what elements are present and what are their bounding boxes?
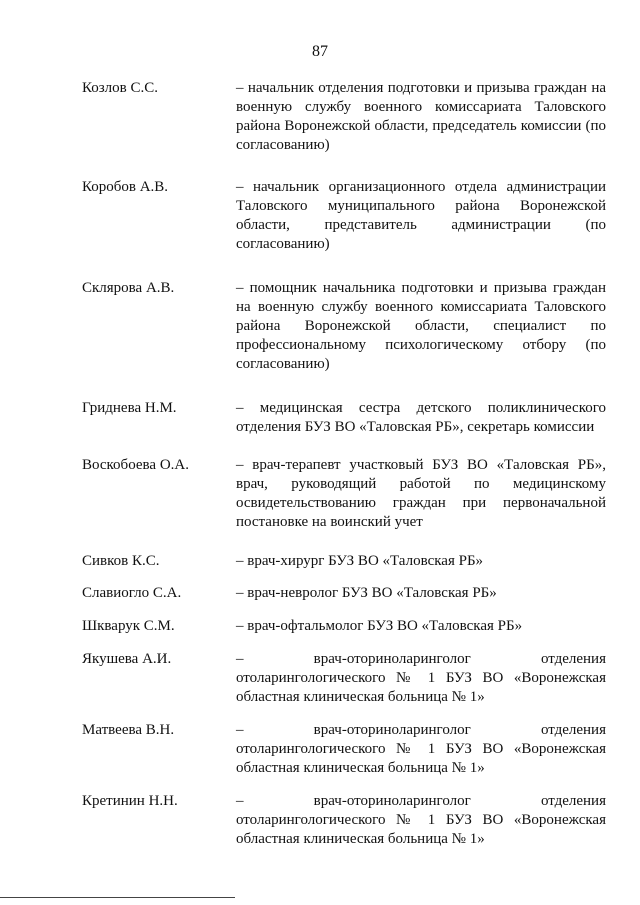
member-row xyxy=(82,650,606,707)
member-row xyxy=(82,178,606,254)
member-name: Склярова А.В. xyxy=(82,280,175,296)
member-row xyxy=(82,279,606,374)
member-name: Воскобоева О.А. xyxy=(82,457,189,473)
member-role: – врач-офтальмолог БУЗ ВО «Таловская РБ» xyxy=(236,618,523,634)
member-role: – врач-оториноларинголог отделения отоларингологического № 1 БУЗ ВО «Воронежская областная клиническая больница № 1» xyxy=(236,722,606,776)
member-row xyxy=(82,584,606,603)
member-row xyxy=(82,792,606,849)
bottom-rule xyxy=(0,897,235,898)
member-name: Сивков К.С. xyxy=(82,553,160,569)
member-name: Коробов А.В. xyxy=(82,179,169,195)
member-name: Якушева А.И. xyxy=(82,651,172,667)
member-role: – начальник отделения подготовки и призыва граждан на военную службу военного комиссариата Таловского района Воронежской области, председатель комиссии (по согласованию) xyxy=(236,80,606,153)
page-number: 87 xyxy=(312,43,328,60)
member-row xyxy=(82,79,606,155)
member-role: – врач-оториноларинголог отделения отоларингологического № 1 БУЗ ВО «Воронежская областная клиническая больница № 1» xyxy=(236,793,606,847)
member-role: – врач-хирург БУЗ ВО «Таловская РБ» xyxy=(236,553,484,569)
member-row xyxy=(82,399,606,437)
member-name: Шкварук С.М. xyxy=(82,618,175,634)
member-name: Гриднева Н.М. xyxy=(82,400,177,416)
member-role: – помощник начальника подготовки и призыва граждан на военную службу военного комиссариата Таловского района Воронежской области, специалист по профессиональному психологическому отбору (по согласованию) xyxy=(236,280,606,372)
member-role: – врач-оториноларинголог отделения отоларингологического № 1 БУЗ ВО «Воронежская областная клиническая больница № 1» xyxy=(236,651,606,705)
member-role: – врач-невролог БУЗ ВО «Таловская РБ» xyxy=(236,585,497,601)
member-row xyxy=(82,617,606,636)
member-name: Славиогло С.А. xyxy=(82,585,182,601)
member-name: Кретинин Н.Н. xyxy=(82,793,178,809)
member-name: Матвеева В.Н. xyxy=(82,722,175,738)
member-role: – начальник организационного отдела администрации Таловского муниципального района Воронежской области, представитель администрации (по согласованию) xyxy=(236,179,606,252)
member-row xyxy=(82,552,606,571)
member-row xyxy=(82,456,606,532)
member-row xyxy=(82,721,606,778)
member-role: – медицинская сестра детского поликлинического отделения БУЗ ВО «Таловская РБ», секретарь комиссии xyxy=(236,400,606,435)
member-name: Козлов С.С. xyxy=(82,80,159,96)
commission-members-list xyxy=(82,79,606,849)
member-role: – врач-терапевт участковый БУЗ ВО «Таловская РБ», врач, руководящий работой по медицинскому освидетельствованию граждан при первоначальной постановке на воинский учет xyxy=(236,457,606,530)
